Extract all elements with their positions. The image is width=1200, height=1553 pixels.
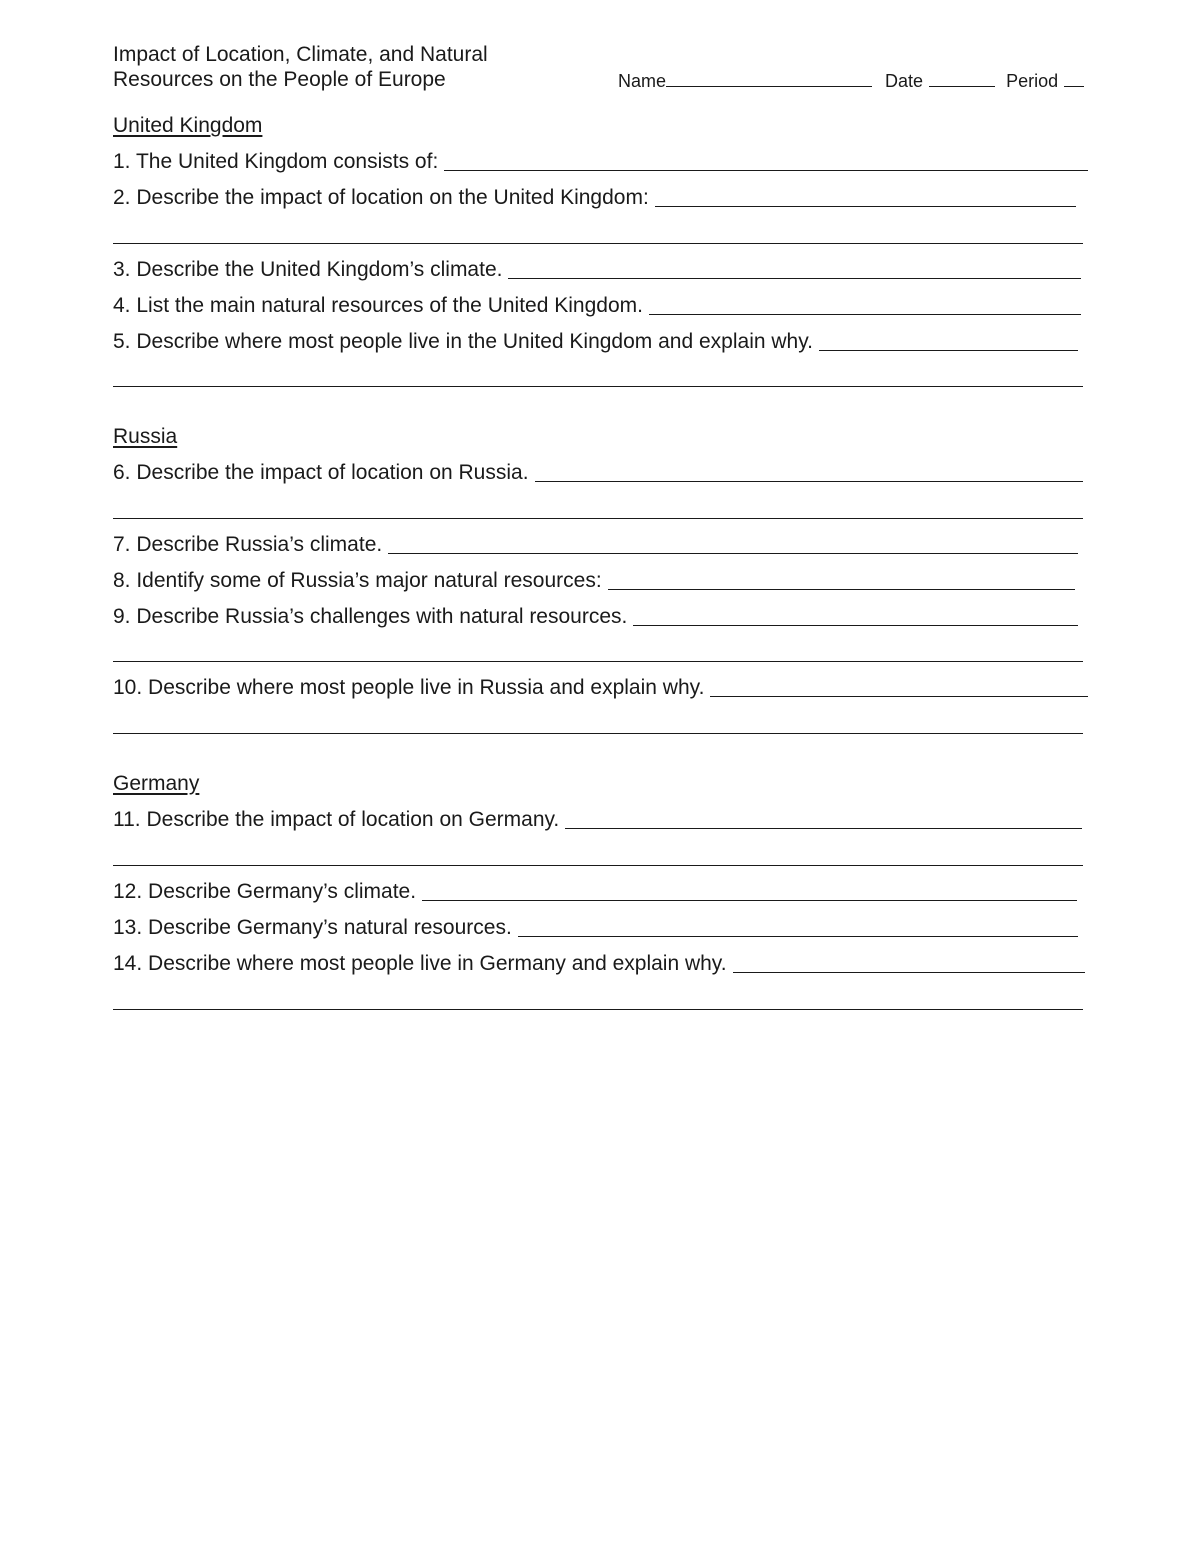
question-14-text: 14. Describe where most people live in Germany and explain why. [113, 952, 727, 975]
question-4 [113, 294, 1081, 318]
question-10-answer-line[interactable] [710, 695, 1088, 697]
period-blank[interactable] [1064, 68, 1084, 87]
question-14-answer-line[interactable] [733, 971, 1085, 973]
date-blank[interactable] [929, 68, 995, 87]
question-8-answer-line[interactable] [608, 588, 1075, 590]
worksheet-title [113, 42, 593, 92]
question-11-text: 11. Describe the impact of location on Germany. [113, 808, 560, 831]
question-5-answer-line-2[interactable] [113, 386, 1083, 387]
question-13 [113, 916, 1078, 940]
question-10-text: 10. Describe where most people live in Russia and explain why. [113, 676, 705, 699]
question-7 [113, 533, 1078, 557]
question-14 [113, 952, 1085, 976]
question-11-answer-line-2[interactable] [113, 865, 1083, 866]
question-9-answer-line-2[interactable] [113, 661, 1083, 662]
question-5 [113, 330, 1078, 354]
question-7-answer-line[interactable] [388, 552, 1078, 554]
question-6 [113, 461, 1083, 485]
student-info-fields [618, 68, 1084, 92]
question-8 [113, 569, 1075, 593]
section-heading-germany: Germany [113, 772, 200, 795]
question-7-text: 7. Describe Russia’s climate. [113, 533, 383, 556]
question-9 [113, 605, 1078, 629]
question-3-answer-line[interactable] [508, 277, 1081, 279]
question-2-answer-line-2[interactable] [113, 243, 1083, 244]
question-2 [113, 186, 1076, 210]
question-4-answer-line[interactable] [649, 313, 1081, 315]
question-11 [113, 808, 1082, 832]
section-heading-united-kingdom: United Kingdom [113, 114, 263, 137]
question-1-text: 1. The United Kingdom consists of: [113, 150, 439, 173]
question-8-text: 8. Identify some of Russia’s major natural resources: [113, 569, 602, 592]
question-1 [113, 150, 1088, 174]
question-6-answer-line[interactable] [535, 480, 1083, 482]
question-12-answer-line[interactable] [422, 899, 1077, 901]
question-14-answer-line-2[interactable] [113, 1009, 1083, 1010]
name-label: Name [618, 71, 667, 91]
date-label: Date [885, 71, 924, 91]
question-13-text: 13. Describe Germany’s natural resources. [113, 916, 512, 939]
question-5-text: 5. Describe where most people live in the United Kingdom and explain why. [113, 330, 813, 353]
title-line-1: Impact of Location, Climate, and Natural [113, 43, 488, 66]
question-2-answer-line[interactable] [655, 205, 1076, 207]
question-3-text: 3. Describe the United Kingdom’s climate. [113, 258, 503, 281]
question-6-answer-line-2[interactable] [113, 518, 1083, 519]
name-blank[interactable] [666, 68, 872, 87]
question-3 [113, 258, 1081, 282]
question-11-answer-line[interactable] [565, 827, 1082, 829]
question-9-text: 9. Describe Russia’s challenges with natural resources. [113, 605, 628, 628]
section-heading-russia: Russia [113, 425, 178, 448]
question-2-text: 2. Describe the impact of location on the United Kingdom: [113, 186, 649, 209]
question-1-answer-line[interactable] [444, 169, 1088, 171]
question-9-answer-line[interactable] [633, 624, 1078, 626]
question-12 [113, 880, 1077, 904]
question-12-text: 12. Describe Germany’s climate. [113, 880, 417, 903]
question-10 [113, 676, 1088, 700]
question-5-answer-line[interactable] [819, 349, 1078, 351]
question-10-answer-line-2[interactable] [113, 733, 1083, 734]
question-4-text: 4. List the main natural resources of the United Kingdom. [113, 294, 643, 317]
question-13-answer-line[interactable] [518, 935, 1078, 937]
period-label: Period [1006, 71, 1059, 91]
title-line-2: Resources on the People of Europe [113, 68, 446, 91]
question-6-text: 6. Describe the impact of location on Russia. [113, 461, 529, 484]
